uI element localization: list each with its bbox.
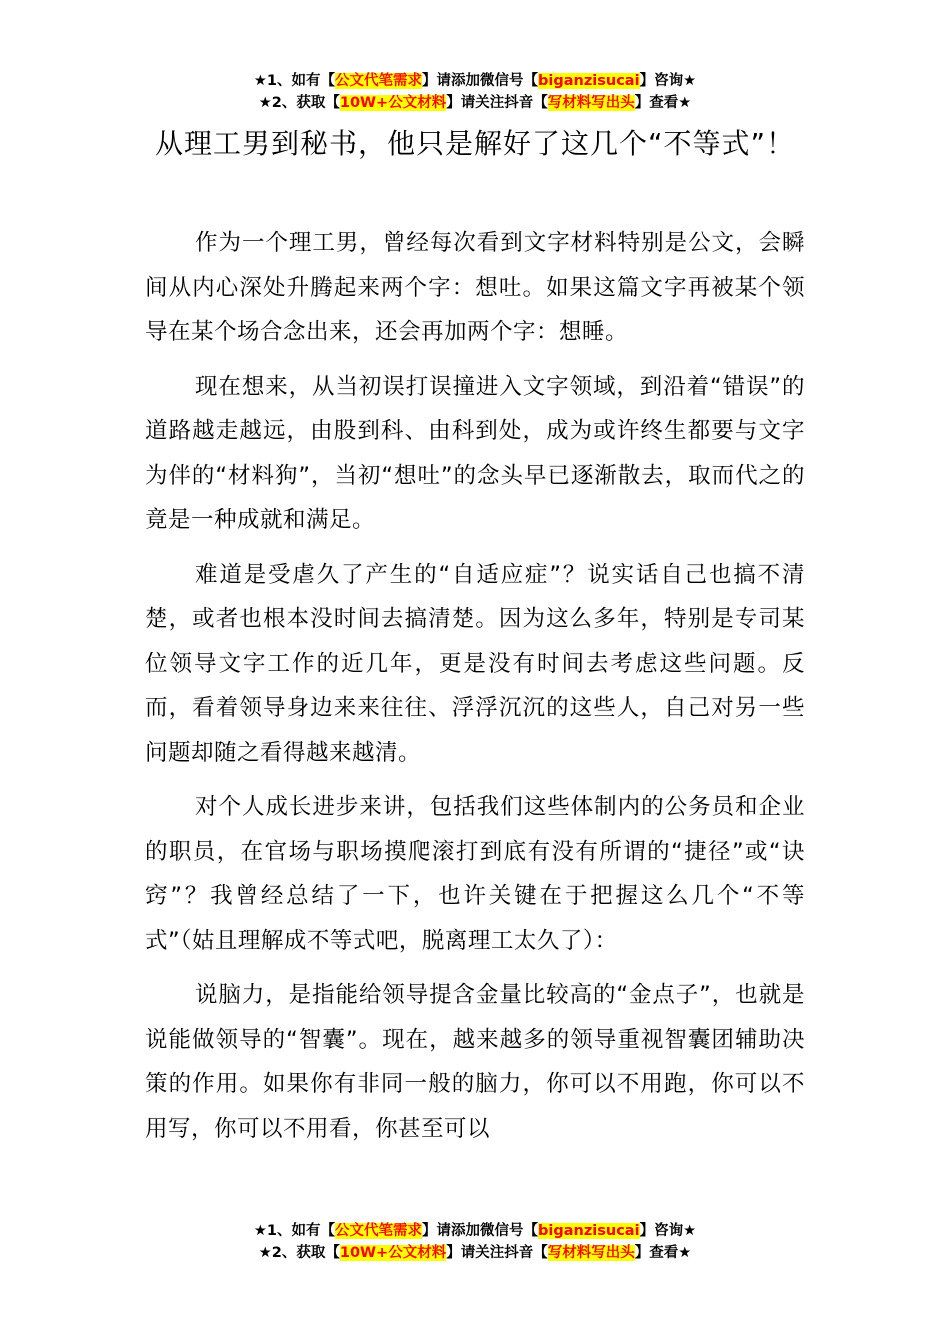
- article-body: [145, 221, 805, 1161]
- banner-text: 】查看★: [634, 95, 692, 111]
- paragraph: 作为一个理工男，曾经每次看到文字材料特别是公文，会瞬间从内心深处升腾起来两个字：想吐。如果这篇文字再被某个领导在某个场合念出来，还会再加两个字：想睡。: [145, 230, 805, 345]
- footer-banner: [0, 1220, 950, 1264]
- banner-text: ★1、如有【: [253, 73, 336, 89]
- footer-banner-line-2: [0, 1242, 950, 1264]
- douyin-account-highlight: 写材料写出头: [547, 1245, 635, 1261]
- banner-text: 】查看★: [634, 1245, 692, 1261]
- wechat-id-highlight: biganzisucai: [538, 73, 640, 89]
- paragraph: 现在想来，从当初误打误撞进入文字领域，到沿着“错误”的道路越走越远，由股到科、由科到处，成为或许终生都要与文字为伴的“材料狗”，当初“想吐”的念头早已逐渐散去，取而代之的竟是一种成就和满足。: [145, 373, 805, 533]
- wechat-id-highlight: biganzisucai: [538, 1223, 640, 1239]
- banner-text: 】咨询★: [639, 73, 697, 89]
- footer-banner-line-1: [0, 1220, 950, 1242]
- banner-highlight: 公文代笔需求: [335, 1223, 423, 1239]
- header-banner-line-1: [0, 70, 950, 92]
- banner-highlight: 公文代笔需求: [335, 73, 423, 89]
- paragraph: 说脑力，是指能给领导提含金量比较高的“金点子”，也就是说能做领导的“智囊”。现在，越来越多的领导重视智囊团辅助决策的作用。如果你有非同一般的脑力，你可以不用跑，你可以不用写，你可以不用看，你甚至可以: [145, 982, 805, 1142]
- banner-text: ★2、获取【: [258, 1245, 340, 1261]
- douyin-account-highlight: 写材料写出头: [547, 95, 635, 111]
- banner-text: ★1、如有【: [253, 1223, 336, 1239]
- banner-highlight: 10W+公文材料: [339, 95, 447, 111]
- article-title: 从理工男到秘书，他只是解好了这几个“不等式”！: [154, 127, 795, 160]
- banner-text: ★2、获取【: [258, 95, 340, 111]
- paragraph: 难道是受虐久了产生的“自适应症”？说实话自己也搞不清楚，或者也根本没时间去搞清楚。因为这么多年，特别是专司某位领导文字工作的近几年，更是没有时间去考虑这些问题。反而，看着领导身边来来往往、浮浮沉沉的这些人，自己对另一些问题却随之看得越来越清。: [145, 561, 805, 766]
- banner-text: 】请添加微信号【: [422, 1223, 539, 1239]
- header-banner-line-2: [0, 92, 950, 114]
- banner-highlight: 10W+公文材料: [339, 1245, 447, 1261]
- banner-text: 】请关注抖音【: [446, 1245, 548, 1261]
- banner-text: 】请添加微信号【: [422, 73, 539, 89]
- header-banner: [0, 70, 950, 114]
- paragraph: 对个人成长进步来讲，包括我们这些体制内的公务员和企业的职员，在官场与职场摸爬滚打到底有没有所谓的“捷径”或“诀窍”？我曾经总结了一下，也许关键在于把握这么几个“不等式”（姑且理解成不等式吧，脱离理工太久了）：: [145, 794, 805, 954]
- banner-text: 】咨询★: [639, 1223, 697, 1239]
- banner-text: 】请关注抖音【: [446, 95, 548, 111]
